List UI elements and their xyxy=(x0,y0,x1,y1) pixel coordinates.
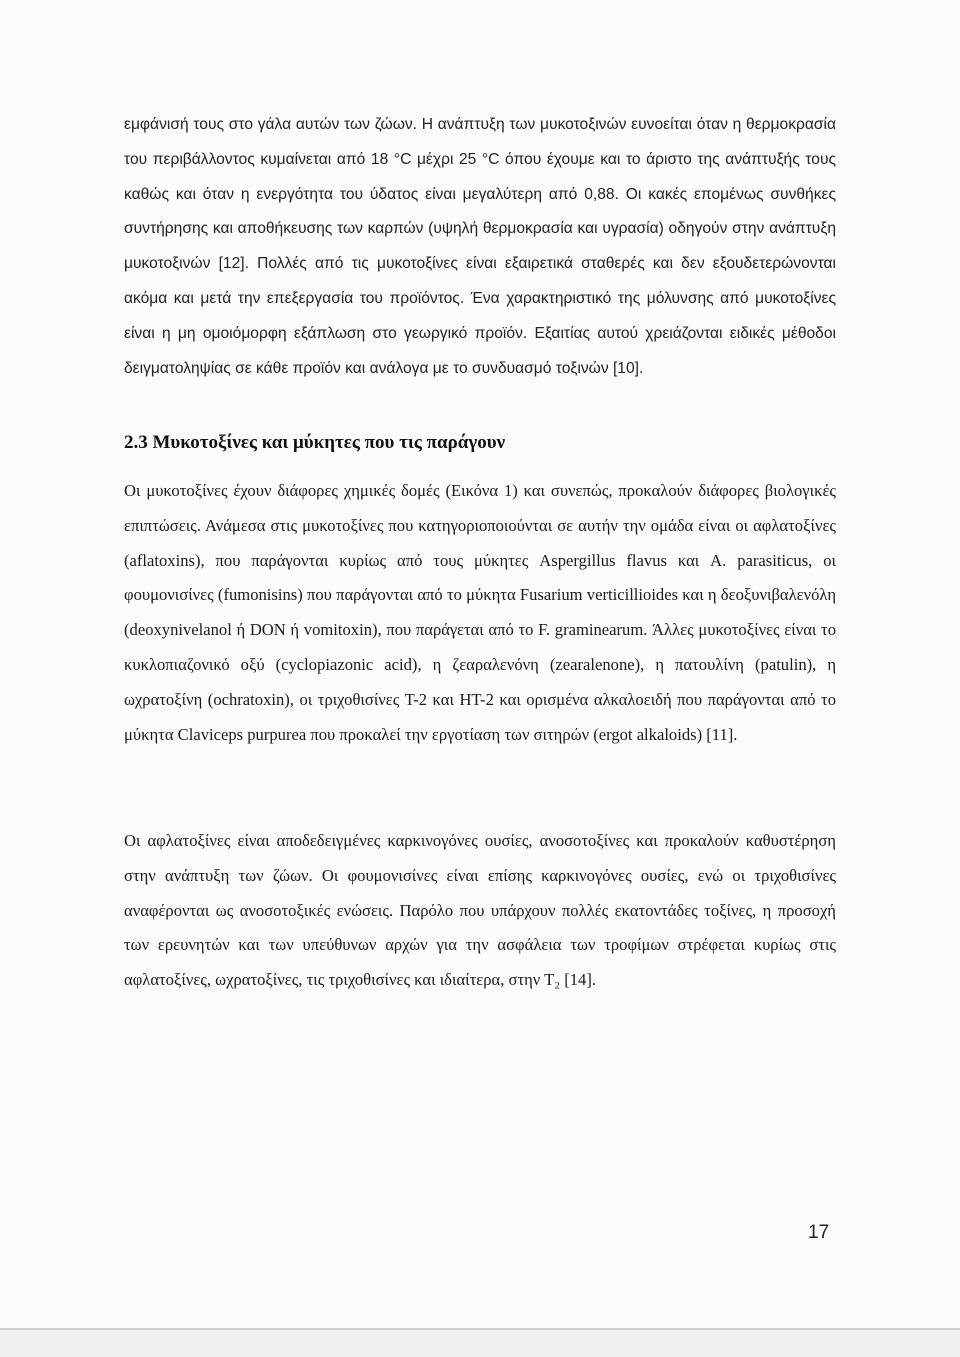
body-paragraph-1: εμφάνισή τους στο γάλα αυτών των ζώων. Η ανάπτυξη των μυκοτοξινών ευνοείται όταν η θερμοκρασία του περιβάλλοντος κυμαίνεται από 18 °C μέχρι 25 °C όπου έχουμε και το άριστο της ανάπτυξής τους καθώς και όταν η ενεργότητα του ύδατος είναι μεγαλύτερη από 0,88. Οι κακές επομένως συνθήκες συντήρησης και αποθήκευσης των καρπών (υψηλή θερμοκρασία και υγρασία) οδηγούν στην ανάπτυξη μυκοτοξινών [12]. Πολλές από τις μυκοτοξίνες είναι εξαιρετικά σταθερές και δεν εξουδετερώνονται ακόμα και μετά την επεξεργασία του προϊόντος. Ένα χαρακτηριστικό της μόλυνσης από μυκοτοξίνες είναι η μη ομοιόμορφη εξάπλωση στο γεωργικό προϊόν. Εξαιτίας αυτού χρειάζονται ειδικές μέθοδοι δειγματοληψίας σε κάθε προϊόν και ανάλογα με το συνδυασμό τοξινών [10]. xyxy=(124,116,836,377)
body-paragraph-2: Οι μυκοτοξίνες έχουν διάφορες χημικές δομές (Εικόνα 1) και συνεπώς, προκαλούν διάφορες βιολογικές επιπτώσεις. Ανάμεσα στις μυκοτοξίνες που κατηγοριοποιούνται σε αυτήν την ομάδα είναι οι αφλατοξίνες (aflatoxins), που παράγονται κυρίως από τους μύκητες Aspergillus flavus και A. parasiticus, οι φουμονισίνες (fumonisins) που παράγονται από το μύκητα Fusarium verticillioides και η δεοξυνιβαλενόλη (deoxynivelanol ή DON ή vomitoxin), που παράγεται από το F. graminearum. Άλλες μυκοτοξίνες είναι το κυκλοπιαζονικό οξύ (cyclopiazonic acid), η ζεαραλενόνη (zearalenone), η πατουλίνη (patulin), η ωχρατοξίνη (ochratoxin), οι τριχοθισίνες Τ-2 και ΗΤ-2 και ορισμένα αλκαλοειδή που παράγονται από το μύκητα Claviceps purpurea που προκαλεί την εργοτίαση των σιτηρών (ergot alkaloids) [11]. xyxy=(124,481,836,744)
page-number: 17 xyxy=(808,1222,830,1243)
body-paragraph-3: Οι αφλατοξίνες είναι αποδεδειγμένες καρκινογόνες ουσίες, ανοσοτοξίνες και προκαλούν καθυστέρηση στην ανάπτυξη των ζώων. Οι φουμονισίνες είναι επίσης καρκινογόνες ουσίες, ενώ οι τριχοθισίνες αναφέρονται ως ανοσοτοξικές ενώσεις. Παρόλο που υπάρχουν πολλές εκατοντάδες τοξίνες, η προσοχή των ερευνητών και των υπεύθυνων αρχών για την ασφάλεια των τροφίμων στρέφεται κυρίως στις αφλατοξίνες, ωχρατοξίνες, τις τριχοθισίνες και ιδιαίτερα, στην Τ₂ [14]. xyxy=(124,831,836,990)
section-heading: 2.3 Μυκοτοξίνες και μύκητες που τις παράγουν xyxy=(124,432,506,453)
scan-edge-shadow xyxy=(0,1330,960,1357)
